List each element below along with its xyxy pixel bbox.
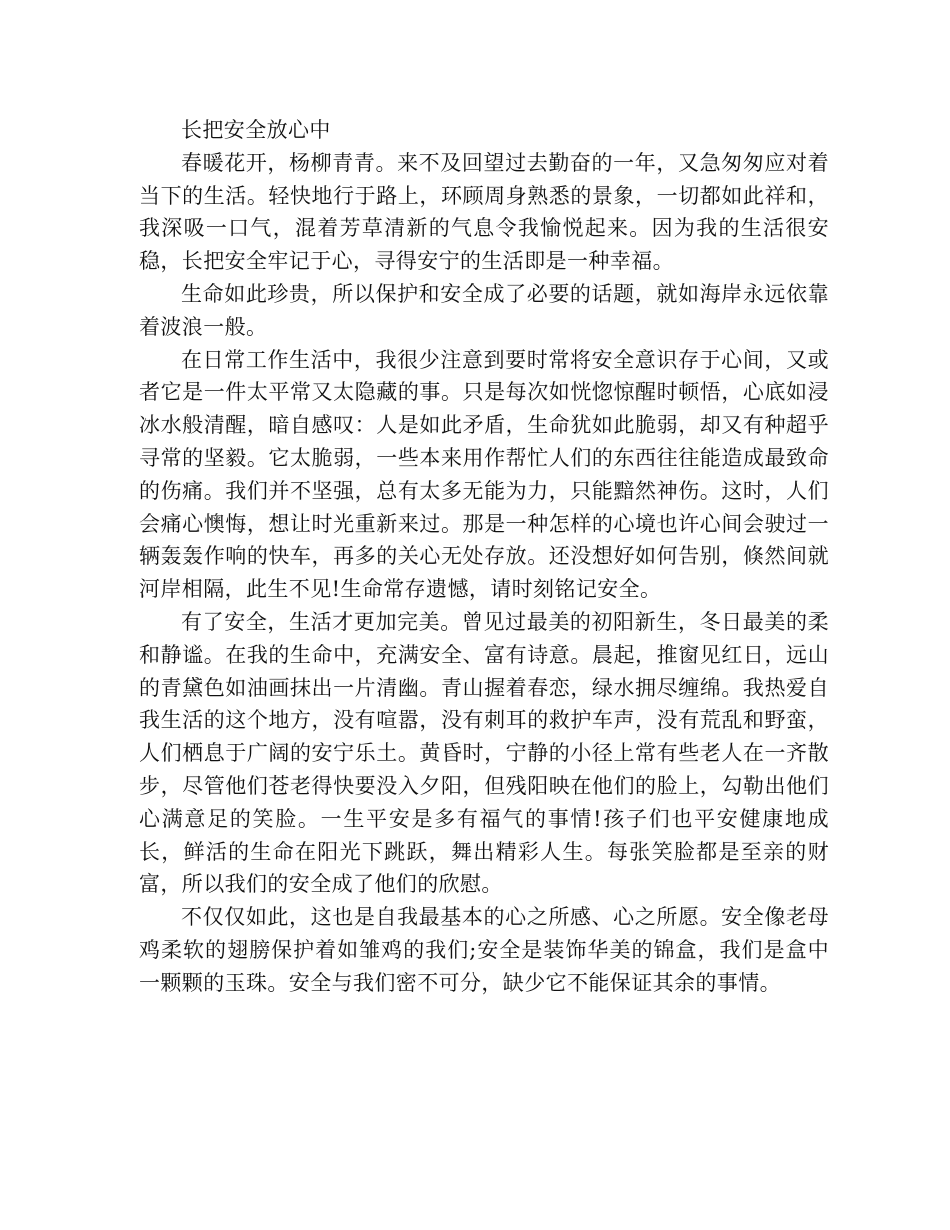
paragraph-4: 有了安全，生活才更加完美。曾见过最美的初阳新生，冬日最美的柔和静谧。在我的生命中，充满安全、富有诗意。晨起，推窗见红日，远山的青黛色如油画抹出一片清幽。青山握着春恋，绿水拥尽缠绵。我热爱自我生活的这个地方，没有喧嚣，没有刺耳的救护车声，没有荒乱和野蛮，人们栖息于广阔的安宁乐土。黄昏时，宁静的小径上常有些老人在一齐散步，尽管他们苍老得快要没入夕阳，但残阳映在他们的脸上，勾勒出他们心满意足的笑脸。一生平安是多有福气的事情!孩子们也平安健康地成长，鲜活的生命在阳光下跳跃，舞出精彩人生。每张笑脸都是至亲的财富，所以我们的安全成了他们的欣慰。 <box>139 609 829 897</box>
paragraph-2: 生命如此珍贵，所以保护和安全成了必要的话题，就如海岸永远依靠着波浪一般。 <box>139 281 829 339</box>
document-title: 长把安全放心中 <box>181 118 331 142</box>
paragraph-5: 不仅仅如此，这也是自我最基本的心之所感、心之所愿。安全像老母鸡柔软的翅膀保护着如雏鸡的我们;安全是装饰华美的锦盒，我们是盒中一颗颗的玉珠。安全与我们密不可分，缺少它不能保证其余的事情。 <box>139 905 829 995</box>
document-body <box>139 114 829 1000</box>
paragraph-3: 在日常工作生活中，我很少注意到要时常将安全意识存于心间，又或者它是一件太平常又太隐藏的事。只是每次如恍惚惊醒时顿悟，心底如浸冰水般清醒，暗自感叹：人是如此矛盾，生命犹如此脆弱，却又有种超乎寻常的坚毅。它太脆弱，一些本来用作帮忙人们的东西往往能造成最致命的伤痛。我们并不坚强，总有太多无能为力，只能黯然神伤。这时，人们会痛心懊悔，想让时光重新来过。那是一种怎样的心境也许心间会驶过一辆轰轰作响的快车，再多的关心无处存放。还没想好如何告别，倏然间就河岸相隔，此生不见!生命常存遗憾，请时刻铭记安全。 <box>139 347 829 602</box>
paragraph-1: 春暖花开，杨柳青青。来不及回望过去勤奋的一年，又急匆匆应对着当下的生活。轻快地行于路上，环顾周身熟悉的景象，一切都如此祥和，我深吸一口气，混着芳草清新的气息令我愉悦起来。因为我的生活很安稳，长把安全牢记于心，寻得安宁的生活即是一种幸福。 <box>139 150 829 274</box>
